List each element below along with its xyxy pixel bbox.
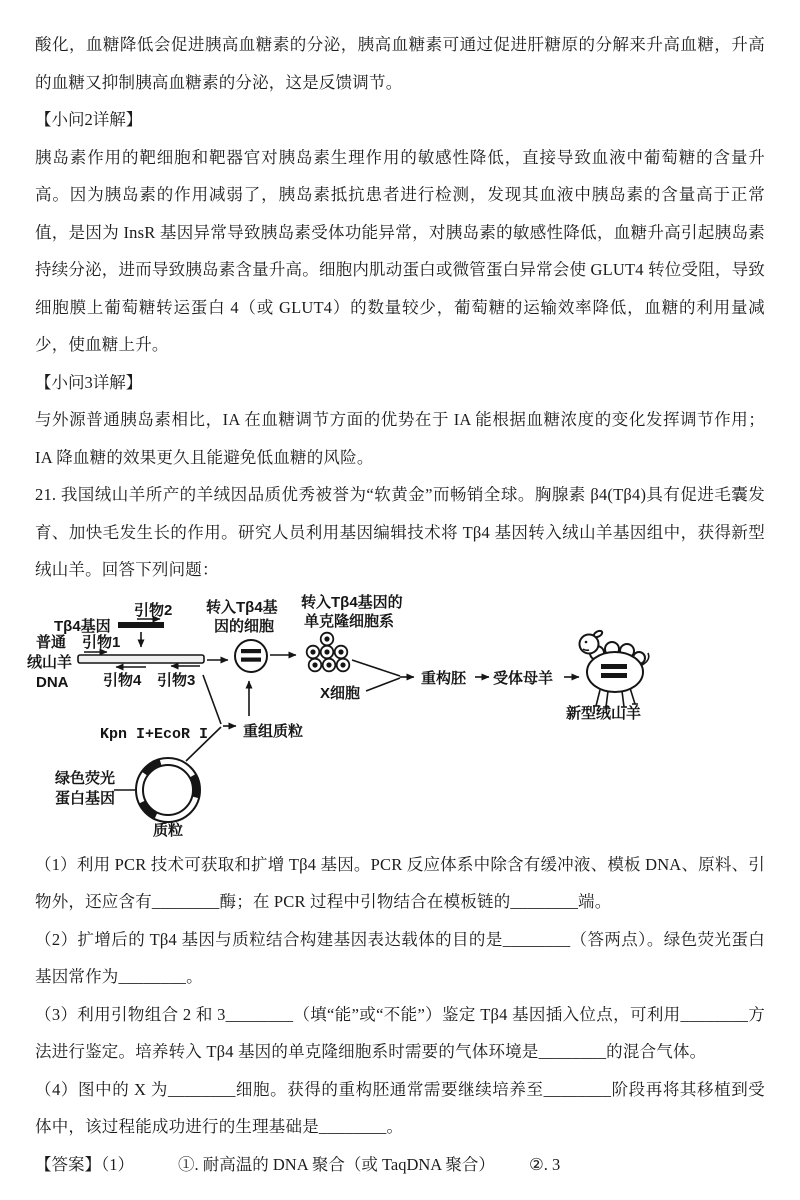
heading-subquestion-3: 【小问3详解】 (35, 372, 143, 392)
x-cell-label: X细胞 (320, 684, 361, 702)
question-21-part3: （3）利用引物组合 2 和 3________（填“能”或“不能”）鉴定 Tβ4 基因插入位点，可利用________方法进行鉴定。培养转入 Tβ4 基因的单克隆细胞系时需要的气体环境是________的混合气体。 (35, 1004, 765, 1061)
primer3-label: 引物3 (157, 671, 196, 689)
new-goat-label: 新型绒山羊 (566, 704, 642, 722)
new-goat-section (566, 629, 649, 721)
recombinant-plasmid-label: 重组质粒 (243, 722, 304, 740)
paragraph-subquestion-3: 与外源普通胰岛素相比，IA 在血糖调节方面的优势在于 IA 能根据血糖浓度的变化发挥调节作用；IA 降血糖的效果更久且能避免低血糖的风险。 (35, 410, 765, 467)
restriction-enzymes-label: Kpn I+EcoR I (100, 725, 209, 743)
sheep-icon (580, 629, 649, 706)
question-21-part1: （1）利用 PCR 技术可获取和扩增 Tβ4 基因。PCR 反应体系中除含有缓冲液、模板 DNA、原料、引物外，还应含有________酶；在 PCR 过程中引物结合在模板链的________端。 (35, 854, 765, 911)
dna-label: DNA (36, 673, 69, 691)
paragraph-feedback-regulation: 酸化，血糖降低会促进胰高血糖素的分泌，胰高血糖素可通过促进肝糖原的分解来升高血糖，升高的血糖又抑制胰高血糖素的分泌，这是反馈调节。 (35, 35, 765, 92)
transfected-cell-section (206, 598, 278, 672)
reconstructed-embryo-label: 重构胚 (421, 669, 467, 687)
answer-item-2: ②. 3 (528, 1154, 561, 1174)
cluster-to-embryo-line (352, 660, 400, 676)
gfp-gene-label-line1: 绿色荧光 (55, 769, 116, 787)
primer1-label: 引物1 (82, 633, 121, 651)
transfected-cell-icon (235, 640, 267, 672)
tb4-gene-bar (118, 622, 164, 628)
gfp-gene-label-line2: 蛋白基因 (55, 789, 116, 807)
answer-label: 【答案】（1） (35, 1154, 134, 1174)
primer4-label: 引物4 (103, 671, 142, 689)
cell-gene-bar-1 (241, 649, 261, 653)
heading-subquestion-2: 【小问2详解】 (35, 110, 143, 129)
question-21-part4: （4）图中的 X 为________细胞。获得的重构胚通常需要继续培养至________阶段再将其移植到受体中，该过程能成功进行的生理基础是________。 (35, 1079, 765, 1136)
goat-gene-bar-2 (601, 673, 627, 678)
embryo-transfer-section (352, 660, 579, 691)
gene-transfer-diagram-figure (0, 583, 800, 846)
recipient-ewe-label: 受体母羊 (493, 669, 554, 687)
primer2-label: 引物2 (134, 601, 173, 619)
cashmere-goat-label: 绒山羊 (27, 653, 73, 671)
plasmid-gene-segments (142, 762, 196, 815)
transfected-cell-label-line2: 因的细胞 (214, 617, 275, 635)
dna-to-junction-line (203, 675, 221, 724)
goat-gene-bar-1 (601, 664, 627, 669)
gene-transfer-diagram (0, 583, 800, 846)
plasmid-label: 质粒 (153, 821, 184, 839)
answer-item-1: ①. 耐高温的 DNA 聚合（或 TaqDNA 聚合） (178, 1154, 495, 1174)
cell-gene-bar-2 (241, 657, 261, 661)
plasmid-inner-ring (143, 765, 193, 815)
monoclonal-cluster-section (270, 593, 403, 702)
xcell-to-embryo-line (366, 678, 400, 691)
clone-label-line2: 单克隆细胞系 (304, 612, 395, 630)
plasmid-section (55, 675, 303, 839)
paragraph-subquestion-2: 胰岛素作用的靶细胞和靶器官对胰岛素生理作用的敏感性降低，直接导致血液中葡萄糖的含量升高。因为胰岛素的作用减弱了，胰岛素抵抗患者进行检测，发现其血液中胰岛素的含量高于正常值，是因为 InsR 基因异常导致胰岛素受体功能异常，对胰岛素的敏感性降低，血糖升高引起胰岛素持续分泌，进而导致胰岛素含量升高。细胞内肌动蛋白或微管蛋白异常会使 GLUT4 转位受阻，导致细胞膜上葡萄糖转运蛋白 4（或 GLUT4）的数量较少，葡萄糖的运输效率降低，血糖的利用量减少，使血糖上升。 (35, 147, 765, 354)
question-21-part2: （2）扩增后的 Tβ4 基因与质粒结合构建基因表达载体的目的是________（答两点）。绿色荧光蛋白基因常作为________。 (35, 929, 765, 986)
tb4-gene-label: Tβ4基因 (54, 617, 111, 635)
clone-label-line1: 转入Tβ4基因的 (301, 593, 403, 611)
pcr-template-section (27, 601, 204, 691)
question-21-intro: 21. 我国绒山羊所产的羊绒因品质优秀被誉为“软黄金”而畅销全球。胸腺素 β4(Tβ4)具有促进毛囊发育、加快毛发生长的作用。研究人员利用基因编辑技术将 Tβ4 基因转入绒山羊基因组中，获得新型绒山羊。回答下列问题： (35, 485, 765, 579)
goat-dna-bar (78, 655, 204, 663)
ordinary-label: 普通 (36, 633, 67, 651)
transfected-cell-label-line1: 转入Tβ4基 (206, 598, 278, 616)
answer-line (35, 1146, 765, 1184)
